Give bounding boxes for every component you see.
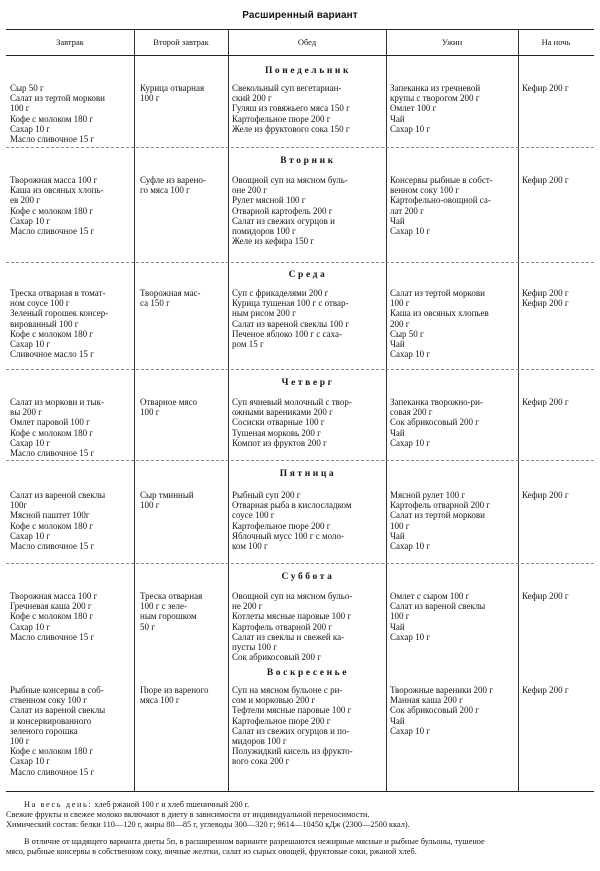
header-breakfast: Завтрак	[56, 37, 84, 47]
menu-line: Кефир 200 г	[522, 397, 569, 407]
footer-allday-text: хлеб ржаной 100 г и хлеб пшеничный 200 г.	[94, 800, 250, 809]
menu-line: Гуляш из говяжьего мяса 150 г	[232, 103, 350, 114]
second-breakfast-cell	[140, 175, 226, 195]
menu-line: Отварное мясо	[140, 397, 198, 407]
menu-line: ным рисом 200 г	[232, 308, 296, 319]
dinner-cell	[390, 83, 516, 134]
header-dinner: Ужин	[441, 37, 463, 47]
menu-line: Полужидкий кисель из фрукто-	[232, 746, 353, 757]
menu-line: Чай	[390, 621, 405, 632]
menu-line: мяса 100 г	[140, 695, 180, 706]
menu-line: Кефир 200 г	[522, 175, 569, 185]
menu-line: Кофе с молоком 180 г	[10, 328, 94, 339]
menu-line: Омлет 100 г	[390, 103, 437, 114]
menu-line: Желе из фруктового сока 150 г	[232, 123, 350, 134]
menu-line: Суп ячневый молочный с твор-	[232, 397, 352, 407]
menu-line: Тушеная морковь 200 г	[232, 427, 321, 438]
night-cell	[522, 175, 592, 185]
dinner-cell	[390, 288, 516, 359]
menu-line: Овощной суп на мясном буль-	[232, 175, 348, 185]
menu-line: совая 200 г	[390, 407, 433, 418]
menu-line: Сосиски отварные 100 г	[232, 417, 325, 428]
menu-line: ский 200 г	[232, 93, 272, 104]
menu-line: Треска отварная в томат-	[10, 288, 106, 298]
menu-line: Кофе с молоком 180 г	[10, 520, 94, 531]
menu-line: Чай	[390, 215, 405, 226]
menu-line: сом и морковью 200 г	[232, 695, 316, 706]
menu-line: не 200 г	[232, 601, 263, 612]
menu-line: Зеленый горошек консер-	[10, 308, 109, 319]
header-lunch: Обед	[297, 37, 317, 47]
menu-line: Мясной паштет 100г	[10, 510, 90, 521]
menu-line: ным горошком	[140, 611, 197, 622]
menu-line: Сахар 10 г	[390, 541, 431, 552]
menu-line: ром 15 г	[232, 339, 264, 350]
lunch-cell	[232, 83, 384, 134]
second-breakfast-cell	[140, 685, 226, 705]
menu-line: вированный 100 г	[10, 318, 79, 329]
second-breakfast-cell	[140, 397, 226, 417]
menu-line: Гречневая каша 200 г	[10, 601, 92, 612]
menu-line: Сахар 10 г	[10, 123, 51, 134]
menu-line: Салат из вареной свеклы	[10, 705, 106, 716]
menu-line: Салат из тертой моркови	[390, 510, 486, 521]
menu-line: Рулет мясной 100 г	[232, 195, 306, 206]
menu-line: соусе 100 г	[232, 510, 275, 521]
menu-line: Картофельно-овощной са-	[390, 195, 491, 206]
menu-line: Омлет паровой 100 г	[10, 417, 90, 428]
menu-line: Кефир 200 г	[522, 591, 569, 601]
menu-line: 100 г с зеле-	[140, 601, 187, 612]
table-title: Расширенный вариант	[242, 10, 358, 21]
day-heading: Среда	[288, 270, 328, 280]
menu-line: Овощной суп на мясном бульо-	[232, 591, 353, 601]
menu-line: Котлеты мясные паровые 100 г	[232, 611, 352, 622]
menu-line: Кефир 200 г	[522, 288, 569, 298]
day-separator	[6, 369, 594, 370]
menu-line: Мясной рулет 100 г	[390, 490, 466, 500]
menu-line: Салат из тертой моркови	[390, 288, 486, 298]
footer-note-fruits: Свежие фрукты и свежее молоко включают в диету в зависимости от индивидуальной переносимости.	[6, 810, 370, 819]
menu-line: Картофель отварной 200 г	[232, 621, 333, 632]
menu-line: Консервы рыбные в собст-	[390, 175, 493, 185]
menu-line: 100 г	[390, 520, 410, 531]
dinner-cell	[390, 397, 516, 448]
menu-line: Чай	[390, 530, 405, 541]
menu-line: Масло сливочное 15 г	[10, 631, 95, 642]
menu-line: Курица отварная	[140, 83, 205, 93]
day-heading: Четверг	[281, 378, 335, 388]
menu-line: вы 200 г	[10, 407, 42, 418]
menu-line: Чай	[390, 715, 405, 726]
menu-line: Творожная мас-	[140, 288, 201, 298]
menu-line: Салат из свежих огурцов и по-	[232, 725, 350, 736]
footer-allday	[6, 800, 594, 810]
column-divider	[518, 29, 519, 791]
menu-line: 100 г	[140, 93, 160, 104]
breakfast-cell	[10, 591, 132, 642]
dinner-cell	[390, 490, 516, 551]
menu-line: оне 200 г	[232, 185, 268, 196]
menu-line: Суфле из варено-	[140, 175, 206, 185]
menu-line: ном соусе 100 г	[10, 298, 70, 309]
menu-line: Творожная масса 100 г	[10, 175, 98, 185]
second-breakfast-cell	[140, 591, 226, 632]
lunch-cell	[232, 397, 384, 448]
day-separator	[6, 563, 594, 564]
menu-line: 100 г	[10, 736, 30, 747]
menu-line: Сахар 10 г	[390, 226, 431, 237]
footer-note-difference-cont: мясо, рыбные консервы в собственном соку, яичные желтки, салат из сырых овощей, фруктовые соки, ржаной хлеб.	[6, 847, 417, 856]
menu-line: Салат из свежих огурцов и	[232, 215, 335, 226]
menu-line: Масло сливочное 15 г	[10, 766, 95, 777]
menu-line: 100 г	[390, 298, 410, 309]
menu-line: Картофель отварной 200 г	[390, 500, 491, 511]
menu-line: Каша из овсяных хлопь-	[10, 185, 104, 196]
menu-line: 100 г	[390, 611, 410, 622]
menu-line: Кефир 200 г	[522, 83, 569, 93]
lunch-cell	[232, 288, 384, 349]
second-breakfast-cell	[140, 490, 226, 510]
menu-line: Сыр 50 г	[390, 328, 424, 339]
menu-line: Сахар 10 г	[390, 123, 431, 134]
menu-line: Чай	[390, 339, 405, 350]
menu-line: Отварная рыба в кислосладком	[232, 500, 352, 511]
menu-line: 100 г	[10, 103, 30, 114]
night-cell	[522, 685, 592, 695]
menu-line: 200 г	[390, 318, 410, 329]
menu-line: Салат из вареной свеклы 100 г	[232, 318, 349, 329]
menu-line: Сахар 10 г	[390, 349, 431, 360]
menu-line: Масло сливочное 15 г	[10, 134, 95, 145]
night-cell	[522, 83, 592, 93]
menu-line: Сливочное масло 15 г	[10, 349, 94, 360]
day-separator	[6, 460, 594, 461]
footer-allday-label: На весь день:	[24, 800, 93, 809]
lunch-cell	[232, 490, 384, 551]
menu-line: Сыр тминный	[140, 490, 194, 500]
menu-line: Сок абрикосовый 200 г	[390, 417, 479, 428]
menu-line: Картофельное пюре 200 г	[232, 113, 331, 124]
menu-line: ственном соку 100 г	[10, 695, 87, 706]
menu-line: Отварной картофель 200 г	[232, 205, 333, 216]
menu-line: Сахар 10 г	[10, 756, 51, 767]
second-breakfast-cell	[140, 83, 226, 103]
menu-line: Рыбный суп 200 г	[232, 490, 301, 500]
menu-line: Сахар 10 г	[390, 725, 431, 736]
menu-line: Кофе с молоком 180 г	[10, 427, 94, 438]
day-heading: Пятница	[279, 469, 337, 479]
footer-notes	[6, 800, 594, 857]
footer-note-difference: В отличие от щадящего варианта диеты 5п, в расширенном варианте разрешаются нежирные мясные и рыбные бульоны, тушеное	[24, 837, 485, 846]
menu-line: Компот из фруктов 200 г	[232, 437, 327, 448]
menu-line: Салат из моркови и тык-	[10, 397, 104, 407]
column-divider	[228, 29, 229, 791]
menu-line: Сок абрикосовый 200 г	[232, 652, 321, 663]
menu-line: Печеное яблоко 100 г с саха-	[232, 328, 343, 339]
menu-line: Чай	[390, 113, 405, 124]
menu-line: са 150 г	[140, 298, 170, 309]
second-breakfast-cell	[140, 288, 226, 308]
breakfast-cell	[10, 83, 132, 144]
menu-line: Салат из вареной свеклы	[10, 490, 106, 500]
menu-line: Сахар 10 г	[10, 530, 51, 541]
menu-line: Сахар 10 г	[390, 631, 431, 642]
night-cell	[522, 490, 592, 500]
night-cell	[522, 591, 592, 601]
menu-line: помидоров 100 г	[232, 226, 296, 237]
menu-line: Каша из овсяных хлопьев	[390, 308, 489, 319]
menu-line: Суп с фрикаделями 200 г	[232, 288, 329, 298]
menu-line: Картофельное пюре 200 г	[232, 520, 331, 531]
day-separator	[6, 147, 594, 148]
menu-line: пусты 100 г	[232, 642, 277, 653]
menu-line: Манная каша 200 г	[390, 695, 463, 706]
menu-line: Сахар 10 г	[10, 621, 51, 632]
menu-line: ком 100 г	[232, 541, 268, 552]
menu-line: Чай	[390, 427, 405, 438]
menu-line: Сахар 10 г	[10, 215, 51, 226]
night-cell	[522, 397, 592, 407]
lunch-cell	[232, 175, 384, 246]
menu-line: венном соку 100 г	[390, 185, 460, 196]
menu-line: Сахар 10 г	[10, 437, 51, 448]
dinner-cell	[390, 175, 516, 236]
menu-line: и консервированного	[10, 715, 92, 726]
day-separator	[6, 262, 594, 263]
menu-line: Салат из вареной свеклы	[390, 601, 486, 612]
menu-line: Кофе с молоком 180 г	[10, 746, 94, 757]
menu-line: Тефтели мясные паровые 100 г	[232, 705, 352, 716]
menu-line: Сахар 10 г	[390, 437, 431, 448]
breakfast-cell	[10, 397, 132, 458]
menu-line: Сок абрикосовый 200 г	[390, 705, 479, 716]
menu-line: крупы с творогом 200 г	[390, 93, 480, 104]
menu-line: Запеканка из гречневой	[390, 83, 481, 93]
menu-line: 100г	[10, 500, 28, 511]
menu-line: 100 г	[140, 407, 160, 418]
menu-line: Свекольный суп вегетариан-	[232, 83, 342, 93]
day-heading: Суббота	[281, 572, 335, 582]
menu-line: Суп на мясном бульоне с ри-	[232, 685, 343, 695]
menu-line: вого сока 200 г	[232, 756, 290, 767]
menu-line: Омлет с сыром 100 г	[390, 591, 470, 601]
dinner-cell	[390, 591, 516, 642]
menu-line: Масло сливочное 15 г	[10, 541, 95, 552]
header-bottom-border	[6, 55, 594, 56]
menu-line: Запеканка творожно-ри-	[390, 397, 483, 407]
menu-line: Масло сливочное 15 г	[10, 226, 95, 237]
breakfast-cell	[10, 288, 132, 359]
menu-line: Масло сливочное 15 г	[10, 448, 95, 459]
day-heading: Воскресенье	[266, 668, 350, 678]
menu-line: Картофельное пюре 200 г	[232, 715, 331, 726]
menu-line: мидоров 100 г	[232, 736, 287, 747]
menu-line: Сыр 50 г	[10, 83, 44, 93]
menu-line: Салат из тертой моркови	[10, 93, 106, 104]
menu-line: Салат из свеклы и свежей ка-	[232, 631, 345, 642]
day-heading: Понедельник	[264, 66, 352, 76]
dinner-cell	[390, 685, 516, 736]
column-divider	[386, 29, 387, 791]
lunch-cell	[232, 591, 384, 662]
breakfast-cell	[10, 685, 132, 777]
menu-line: Кефир 200 г	[522, 490, 569, 500]
lunch-cell	[232, 685, 384, 767]
breakfast-cell	[10, 175, 132, 236]
menu-line: Кофе с молоком 180 г	[10, 205, 94, 216]
menu-line: ев 200 г	[10, 195, 40, 206]
menu-line: Кефир 200 г	[522, 298, 569, 309]
menu-line: 100 г	[140, 500, 160, 511]
menu-line: Пюре из вареного	[140, 685, 209, 695]
menu-line: 50 г	[140, 621, 155, 632]
header-second-breakfast: Второй завтрак	[153, 37, 209, 47]
breakfast-cell	[10, 490, 132, 551]
menu-line: Творожная масса 100 г	[10, 591, 98, 601]
footer-note-chemistry: Химический состав: белки 110—120 г, жиры 80—85 г, углеводы 300—320 г; 9614—10450 кДж (2300—2500 ккал).	[6, 820, 410, 829]
menu-line: Кофе с молоком 180 г	[10, 113, 94, 124]
menu-line: ожными варениками 200 г	[232, 407, 333, 418]
menu-line: Кефир 200 г	[522, 685, 569, 695]
table-bottom-border	[6, 791, 594, 792]
header-night: На ночь	[541, 37, 571, 47]
menu-line: Желе из кефира 150 г	[232, 236, 315, 247]
column-divider	[134, 29, 135, 791]
menu-line: Яблочный мусс 100 г с моло-	[232, 530, 345, 541]
menu-line: лат 200 г	[390, 205, 424, 216]
day-heading: Вторник	[280, 156, 336, 166]
menu-line: Сахар 10 г	[10, 339, 51, 350]
menu-line: Кофе с молоком 180 г	[10, 611, 94, 622]
night-cell	[522, 288, 592, 308]
menu-line: Курица тушеная 100 г с отвар-	[232, 298, 349, 309]
menu-line: Треска отварная	[140, 591, 203, 601]
menu-line: зеленого горошка	[10, 725, 78, 736]
menu-line: Рыбные консервы в соб-	[10, 685, 104, 695]
menu-line: Творожные вареники 200 г	[390, 685, 493, 695]
menu-line: го мяса 100 г	[140, 185, 190, 196]
